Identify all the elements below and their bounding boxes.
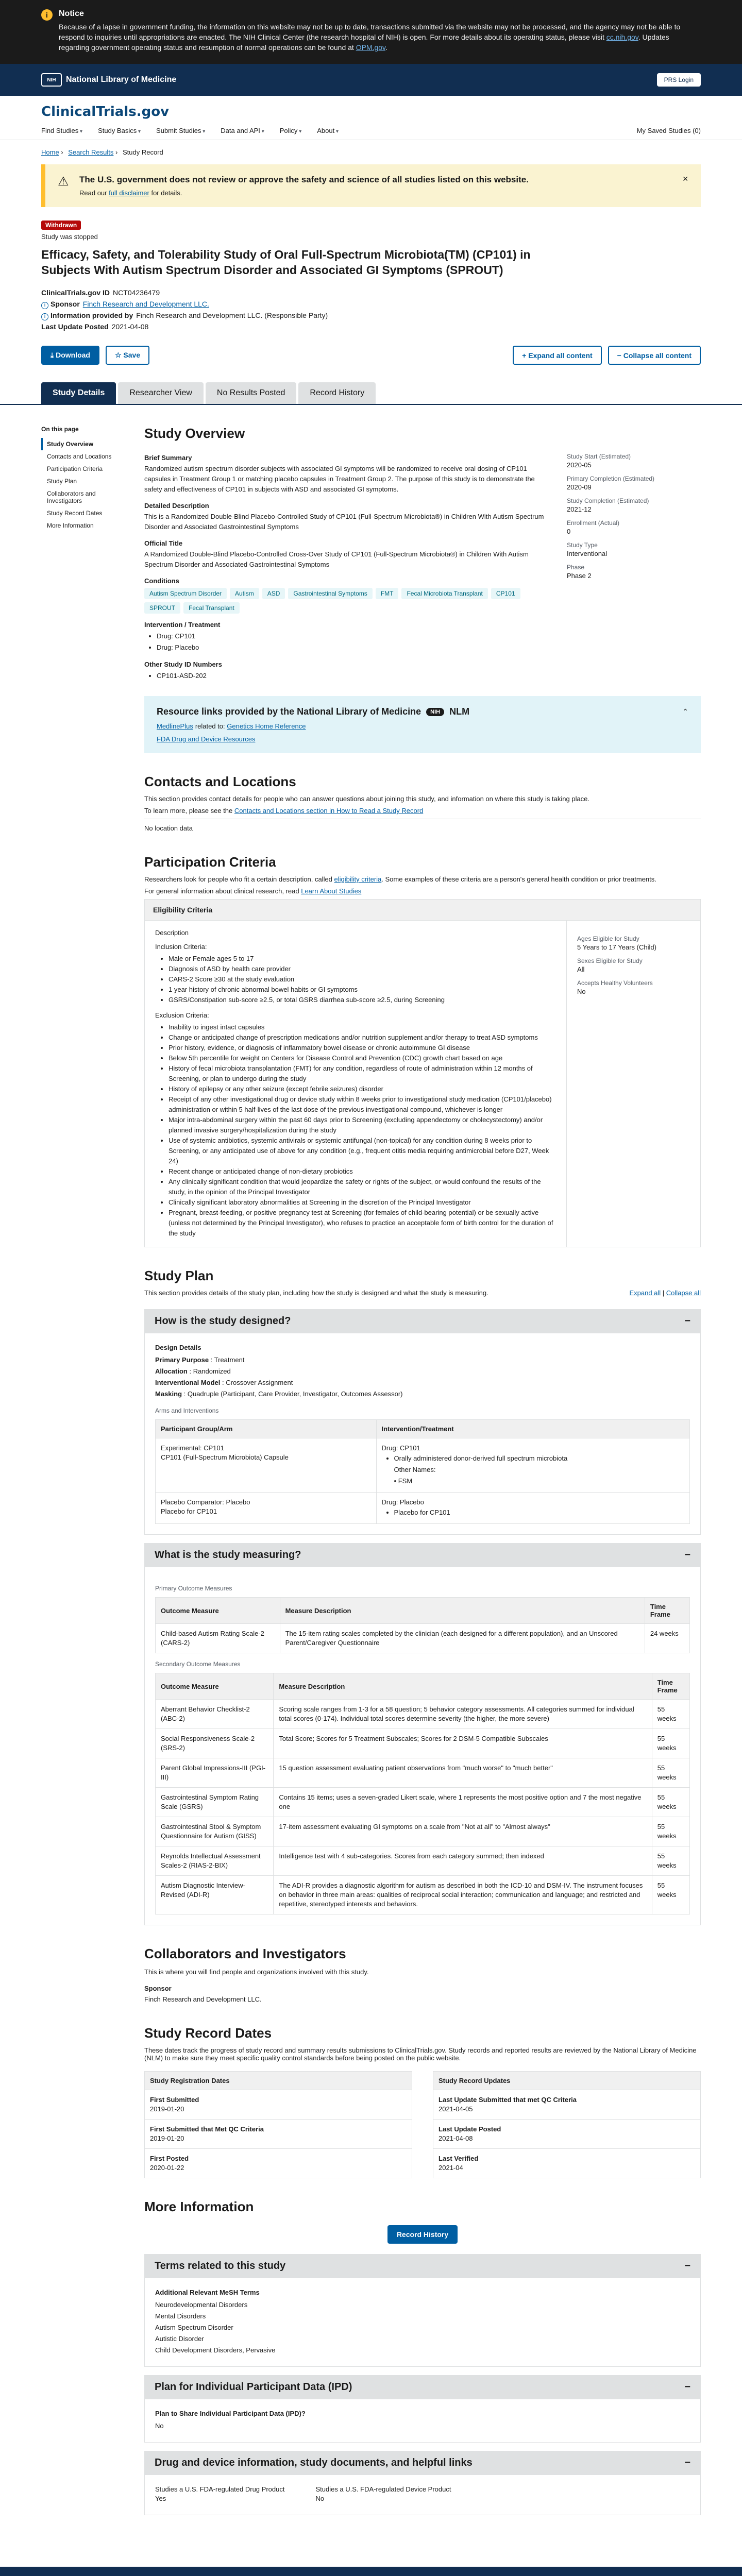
list-item: • Major intra-abdominal surgery within the past 60 days prior to Screening (excluding appendectomy or cholecystectomy) and/or planned invasive surgery/hospitalization during the study <box>168 1115 556 1136</box>
list-item: • Prior history, evidence, or diagnosis of inflammatory bowel disease or chronic autoimmune GI disease <box>168 1043 556 1053</box>
lapse-notice <box>0 0 742 64</box>
table-row: Child-based Autism Rating Scale-2 (CARS-2) The 15-item rating scales completed by the clinician (each designed for a different population), and an Unscored Parent/Caregiver Questionnaire 24 weeks <box>156 1624 690 1653</box>
minus-icon: − <box>684 2381 690 2393</box>
section-title: Study Record Dates <box>144 2025 272 2041</box>
minus-icon: − <box>684 1315 690 1327</box>
interventions-list <box>144 631 546 653</box>
disclaimer-title: The U.S. government does not review or approve the safety and science of all studies listed on this website. <box>79 175 529 184</box>
conditions-list <box>144 588 546 614</box>
breadcrumb-home[interactable]: Home <box>41 148 59 156</box>
disclaimer-banner <box>41 164 701 207</box>
tab-record-history[interactable]: Record History <box>298 382 376 404</box>
eligibility-sidebar: Ages Eligible for Study 5 Years to 17 Years (Child) Sexes Eligible for Study All Accepts Healthy Volunteers No <box>566 921 700 1247</box>
list-item: • 1 year history of chronic abnormal bowel habits or GI symptoms <box>168 985 556 995</box>
condition-tag[interactable]: Autism <box>230 588 259 599</box>
design-accordion[interactable]: How is the study designed? − <box>144 1309 701 1333</box>
expand-all-link[interactable]: Expand all <box>629 1289 661 1297</box>
collapse-all-link[interactable]: Collapse all <box>666 1289 701 1297</box>
toc-item[interactable]: Study Record Dates <box>47 510 103 517</box>
nav-data-api[interactable]: Data and API ▾ <box>221 127 264 134</box>
list-item: • Recent change or anticipated change of non-dietary probiotics <box>168 1166 556 1177</box>
site-title[interactable]: ClinicalTrials.gov <box>41 104 170 120</box>
top-nav <box>41 127 701 134</box>
list-item: • Pregnant, breast-feeding, or positive pregnancy test at Screening (for females of child-bearing potential) or be sexually active (unless not determined by the Principal Investigator), who refuses to practice an acceptable form of birth control for the duration of the study <box>168 1208 556 1239</box>
site-footer <box>0 2567 742 2576</box>
condition-tag[interactable]: Gastrointestinal Symptoms <box>288 588 372 599</box>
table-row: Last Verified 2021-04 <box>433 2149 701 2178</box>
list-item: • Change or anticipated change of prescription medications and/or nutrition supplement and/or therapy to treat ASD symptoms <box>168 1032 556 1043</box>
table-row: Gastrointestinal Symptom Rating Scale (GSRS) Contains 15 items; uses a seven-graded Likert scale, where 1 represents the most positive option and 7 the most negative one 55 weeks <box>156 1788 690 1817</box>
nav-submit-studies[interactable]: Submit Studies ▾ <box>156 127 205 134</box>
nlm-resources-title: Resource links provided by the National Library of Medicine <box>157 706 421 717</box>
contacts-section: Contacts and Locations This section provides contact details for people who can answer questions about joining this study, and information on where this study is taking place. To learn more, please see the Contacts and Locations section in How to Read a Study Record No location data <box>144 774 701 834</box>
list-item: • Below 5th percentile for weight on Centers for Disease Control and Prevention (CDC) growth chart based on age <box>168 1053 556 1063</box>
record-dates-section: Study Record Dates These dates track the progress of study record and summary results submissions to ClinicalTrials.gov. Study records and reported results are reviewed by the National Library of Medicine (NLM) to make sure they meet specific quality control standards before being posted on the public website. Study Registration Dates First Submitted 2019-01-20 First Submitted that Met QC Criteria 2019-01-20 First Posted 2020-01-22 Study Record Updates Last Update Submitted that met QC Criteria 2021-04-05 Last Update Posted 2021-04-08 Last Verified 2021-04 <box>144 2025 701 2178</box>
ipd-accordion[interactable]: Plan for Individual Participant Data (IPD) − <box>144 2375 701 2399</box>
primary-outcomes-table: Outcome Measure Measure Description Time Frame Child-based Autism Rating Scale-2 (CARS-2) The 15-item rating scales completed by the clinician (each designed for a different population), and an Unscored Parent/Caregiver Questionnaire 24 weeks <box>155 1597 690 1653</box>
record-updates-table: Study Record Updates Last Update Submitted that met QC Criteria 2021-04-05 Last Update Posted 2021-04-08 Last Verified 2021-04 <box>433 2071 701 2178</box>
list-item: • Use of systemic antibiotics, systemic antivirals or systemic antifungal (non-topical) for any condition during 8 weeks prior to Screening, or any anticipated use of above for any condition (e.g., frequent otitis media requiring antimicrobial before D27, Week 24) <box>168 1136 556 1166</box>
tab-study-details[interactable]: Study Details <box>41 382 116 404</box>
nav-study-basics[interactable]: Study Basics ▾ <box>98 127 141 134</box>
nlm-name: National Library of Medicine <box>66 75 177 84</box>
action-bar <box>41 346 701 365</box>
study-meta: ClinicalTrials.gov ID NCT04236479 i Sponsor Finch Research and Development LLC. i Information provided by Finch Research and Development LLC. (Responsible Party) Last Update Posted 2021-04-08 <box>41 289 328 331</box>
mesh-term: Mental Disorders <box>155 2312 206 2320</box>
cc-link[interactable]: cc.nih.gov <box>606 33 638 41</box>
table-row: Parent Global Impressions-III (PGI-III) 15 question assessment evaluating patient observations from "much worse" to "much better" 55 weeks <box>156 1758 690 1788</box>
list-item: • Inability to ingest intact capsules <box>168 1022 556 1032</box>
minus-icon: − <box>684 2457 690 2468</box>
toc-item[interactable]: Study Overview <box>41 438 113 450</box>
list-item: • History of epilepsy or any other seizure (except febrile seizures) disorder <box>168 1084 556 1094</box>
sponsor-link[interactable]: Finch Research and Development LLC. <box>82 300 209 308</box>
keyword-tag[interactable]: CP101 <box>491 588 520 599</box>
nav-policy[interactable]: Policy ▾ <box>280 127 302 134</box>
table-row: Placebo Comparator: Placebo Placebo for CP101 Drug: Placebo • Placebo for CP101 <box>156 1493 690 1524</box>
table-row: Experimental: CP101 CP101 (Full-Spectrum Microbiota) Capsule Drug: CP101 • Orally administered donor-derived full spectrum microbiota Other Names: • FSM <box>156 1438 690 1493</box>
status-badge: Withdrawn <box>41 221 81 230</box>
nlm-resources-panel: Resource links provided by the National Library of Medicine NIH NLM ⌃ MedlinePlus related to: Genetics Home Reference FDA Drug and Device Resources <box>144 696 701 753</box>
info-icon: i <box>41 9 53 21</box>
table-row: First Submitted 2019-01-20 <box>145 2090 412 2120</box>
on-this-page-nav <box>41 426 113 2536</box>
list-item: • History of fecal microbiota transplantation (FMT) for any condition, regardless of route of administration within 12 months of Screening, or plan to undergo during the study <box>168 1063 556 1084</box>
keyword-tag[interactable]: Fecal Transplant <box>183 602 240 614</box>
list-item: • GSRS/Constipation sub-score ≥2.5, or total GSRS diarrhea sub-score ≥2.5, during Screening <box>168 995 556 1005</box>
status-note: Study was stopped <box>41 233 98 241</box>
mesh-term: Child Development Disorders, Pervasive <box>155 2346 276 2354</box>
list-item: • Diagnosis of ASD by health care provider <box>168 964 556 974</box>
breadcrumb-current: Study Record <box>122 148 163 156</box>
genetics-home-link[interactable]: Genetics Home Reference <box>227 722 306 730</box>
no-location: No location data <box>144 824 193 832</box>
section-title: Collaborators and Investigators <box>144 1946 346 1961</box>
detailed-description: This is a Randomized Double-Blind Placebo-Controlled Study of CP101 (Full-Spectrum Microbiota®) in Children With Autism Spectrum Disorder and Associated Gastrointestinal Symptoms <box>144 513 544 531</box>
tab-researcher-view[interactable]: Researcher View <box>118 382 204 404</box>
study-id: NCT04236479 <box>113 289 160 297</box>
toc-item[interactable]: Study Plan <box>47 478 77 485</box>
study-tabs <box>0 382 742 405</box>
expand-all-button[interactable]: + Expand all content <box>513 346 602 365</box>
toc-item[interactable]: Collaborators and Investigators <box>47 490 96 504</box>
nih-logo-icon: NIH <box>41 73 62 87</box>
other-ids-list <box>144 670 546 682</box>
toc-item[interactable]: Participation Criteria <box>47 465 103 472</box>
drug-info-accordion[interactable]: Drug and device information, study documents, and helpful links − <box>144 2451 701 2475</box>
list-item: • CP101-ASD-202 <box>157 670 546 682</box>
contacts-help-link[interactable]: Contacts and Locations section in How to Read a Study Record <box>234 807 424 815</box>
eligibility-link[interactable]: eligibility criteria <box>334 875 382 883</box>
record-history-button[interactable]: Record History <box>387 2225 458 2244</box>
condition-tag[interactable]: Autism Spectrum Disorder <box>144 588 227 599</box>
breadcrumb: Home › Search Results › Study Record <box>41 148 163 156</box>
mesh-term: Neurodevelopmental Disorders <box>155 2301 248 2309</box>
tab-no-results[interactable]: No Results Posted <box>206 382 297 404</box>
list-item: • Drug: CP101 <box>157 631 546 642</box>
table-row: Last Update Submitted that met QC Criteria 2021-04-05 <box>433 2090 701 2120</box>
terms-accordion[interactable]: Terms related to this study − <box>144 2254 701 2278</box>
minus-icon: − <box>684 1549 690 1561</box>
notice-title: Notice <box>59 9 84 18</box>
opm-link[interactable]: OPM.gov <box>356 43 386 52</box>
list-item: • Receipt of any other investigational drug or device study within 8 weeks prior to investigational study medication (CP101/placebo) administration or within 5 half-lives of the last dose of the previous investigational compound, whichever is longer <box>168 1094 556 1115</box>
section-title: Study Plan <box>144 1268 214 1283</box>
section-title: More Information <box>144 2199 254 2214</box>
sponsor-name: Finch Research and Development LLC. <box>144 1995 262 2003</box>
exclusion-list <box>155 1022 556 1239</box>
breadcrumb-search-results[interactable]: Search Results <box>68 148 114 156</box>
keyword-tag[interactable]: Fecal Microbiota Transplant <box>401 588 487 599</box>
fda-resources-link[interactable]: FDA Drug and Device Resources <box>157 735 256 743</box>
keyword-tag[interactable]: SPROUT <box>144 602 180 614</box>
table-row: Gastrointestinal Stool & Symptom Questionnaire for Autism (GISS) 17-item assessment evaluating GI symptoms on a scale from "Not at all" to "Almost always" 55 weeks <box>156 1817 690 1846</box>
measures-accordion[interactable]: What is the study measuring? − <box>144 1543 701 1567</box>
collapse-icon[interactable]: ⌃ <box>682 707 688 716</box>
more-info-section: More Information Record History Terms related to this study − Additional Relevant MeSH Terms Neurodevelopmental Disorders Mental Disorders Autism Spectrum Disorder Autistic Disorder Child Development Disorders, Pervasive Plan for Individual Participant Data (IPD) − Plan to Share Individual Participant Data (IPD)? No Drug and device information, study documents, and helpful links − Studies a U.S. FDA-regulated Drug Product Yes Studies a U.S. FDA-regulated Device Product No <box>144 2199 701 2515</box>
collapse-all-button[interactable]: − Collapse all content <box>608 346 701 365</box>
mesh-term: Autistic Disorder <box>155 2335 204 2343</box>
nlm-bar <box>0 64 742 96</box>
nav-find-studies[interactable]: Find Studies ▾ <box>41 127 82 134</box>
save-button[interactable]: ☆ Save <box>106 346 149 365</box>
official-title: A Randomized Double-Blind Placebo-Controlled Cross-Over Study of CP101 (Full-Spectrum Microbiota®) in Children With Autism Spectrum Disorder and Associated Gastrointestinal Symptoms <box>144 550 529 568</box>
info-icon[interactable]: i <box>41 302 48 309</box>
mesh-term: Autism Spectrum Disorder <box>155 2324 233 2331</box>
minus-icon: − <box>684 2260 690 2272</box>
section-title: Study Overview <box>144 426 245 441</box>
saved-studies-link[interactable]: My Saved Studies (0) <box>636 127 701 134</box>
learn-about-studies-link[interactable]: Learn About Studies <box>301 887 362 895</box>
nih-badge: NIH <box>426 708 444 716</box>
list-item: • Male or Female ages 5 to 17 <box>168 954 556 964</box>
download-button[interactable]: ⤓ Download <box>41 346 99 365</box>
table-row: First Submitted that Met QC Criteria 2019-01-20 <box>145 2120 412 2149</box>
collaborators-section: Collaborators and Investigators This is where you will find people and organizations involved with this study. Sponsor Finch Research and Development LLC. <box>144 1946 701 2005</box>
toc-item[interactable]: Contacts and Locations <box>47 453 112 460</box>
section-title: Contacts and Locations <box>144 774 296 789</box>
list-item: • Any clinically significant condition that would jeopardize the safety or rights of the subject, or would confound the results of the study, in the opinion of the Principal Investigator <box>168 1177 556 1197</box>
disclaimer-text: Read our full disclaimer for details. <box>79 189 182 197</box>
full-disclaimer-link[interactable]: full disclaimer <box>109 189 149 197</box>
toc-item[interactable]: More Information <box>47 522 94 529</box>
prs-login-button[interactable]: PRS Login <box>657 73 701 87</box>
info-icon[interactable]: i <box>41 313 48 320</box>
medlineplus-link[interactable]: MedlinePlus <box>157 722 193 730</box>
study-plan-section: Study Plan This section provides details of the study plan, including how the study is designed and what the study is measuring. Expand all | Collapse all How is the study designed? − Design Details Primary Purpose : Treatment Allocation : Randomized Interventional Model : Crossover Assignment Masking : Quadruple (Participant, Care Provider, Investigator, Outcomes Assessor) Arms and Interventions Participant Group/Arm Intervention/Treatment Experimental: CP101 CP101 (Full-Spectrum Microbiota) Capsule Drug: CP101 • Orally administered donor-derived full spectrum microbiota Other Names: • FSM Placebo Comparator: Placebo Placebo for CP101 Drug: Placebo • Placebo for CP101 What is the study measuring? − Primary Outcome Measures Outcome Measure Measure Description Time Frame Child-based Autism Rating Scale-2 (CARS-2) The 15-item rating scales completed by the clinician (each designed for a different population), and an Unscored Parent/Caregiver Questionnaire 24 weeks Secondary Outcome Measures Outcome Measure Measure Description Time Frame Aberrant Behavior Checklist-2 (ABC-2) Scoring scale ranges from 1-3 for a 58 question; 5 behavior category assessments. All categories summed for individual total scores (0-174). Individual total scores determine severity (the higher, the more severe) 55 weeks Social Responsiveness Scale-2 (SRS-2) Total Score; Scores for 5 Treatment Subscales; Scores for 2 DSM-5 Compatible Subscales 55 weeks Parent Global Impressions-III (PGI-III) 15 question assessment evaluating patient observations from "much worse" to "much better" 55 weeks Gastrointestinal Symptom Rating Scale (GSRS) Contains 15 items; uses a seven-graded Likert scale, where 1 represents the most positive option and 7 the most negative one 55 weeks Gastrointestinal Stool & Symptom Questionnaire for Autism (GISS) 17-item assessment evaluating GI symptoms on a scale from "Not at all" to "Almost always" 55 weeks Reynolds Intellectual Assessment Scales-2 (RIAS-2-BIX) Intelligence test with 4 sub-categories. Scores from each category summed; then indexed 55 weeks Autism Diagnostic Interview-Revised (ADI-R) The ADI-R provides a diagnostic algorithm for autism as described in both the ICD-10 and DSM-IV. The instrument focuses on behavior in three main areas: qualities of reciprocal social interaction; communication and language; and restricted and repetitive, stereotyped interests and behaviors. 55 weeks <box>144 1268 701 1925</box>
study-title: Efficacy, Safety, and Tolerability Study of Oral Full-Spectrum Microbiota(TM) (CP101) in Subjects With Autism Spectrum Disorder and Associated GI Symptoms (SPROUT) <box>41 248 531 277</box>
brief-summary: Randomized autism spectrum disorder subjects with associated GI symptoms will be randomized to receive oral dosing of CP101 capsules in Treatment Group 1 or matching placebo capsules in Treatment Group 2. The purpose of this study is to demonstrate the safety and effectiveness of CP101 in subjects with ASD and associated GI symptoms. <box>144 465 535 493</box>
section-title: Participation Criteria <box>144 854 276 870</box>
nav-about[interactable]: About ▾ <box>317 127 339 134</box>
table-row: Last Update Posted 2021-04-08 <box>433 2120 701 2149</box>
site-header <box>0 96 742 140</box>
participation-section: Participation Criteria Researchers look for people who fit a certain description, called eligibility criteria. Some examples of these criteria are a person's general health condition or prior treatments. For general information about clinical research, read Learn About Studies Eligibility Criteria Description Inclusion Criteria: • Male or Female ages 5 to 17 • Diagnosis of ASD by health care provider • CARS-2 Score ≥30 at the study evaluation • 1 year history of chronic abnormal bowel habits or GI symptoms • GSRS/Constipation sub-score ≥2.5, or total GSRS diarrhea sub-score ≥2.5, during Screening Exclusion Criteria: • Inability to ingest intact capsules • Change or anticipated change of prescription medications and/or nutrition supplement and/or therapy to treat ASD symptoms • Prior history, evidence, or diagnosis of inflammatory bowel disease or chronic autoimmune GI disease • Below 5th percentile for weight on Centers for Disease Control and Prevention (CDC) growth chart based on age • History of fecal microbiota transplantation (FMT) for any condition, regardless of route of administration within 12 months of Screening, or plan to undergo during the study • History of epilepsy or any other seizure (except febrile seizures) disorder • Receipt of any other investigational drug or device study within 8 weeks prior to investigational study medication (CP101/placebo) administration or within 5 half-lives of the last dose of the previous investigational compound, whichever is longer • Major intra-abdominal surgery within the past 60 days prior to Screening (excluding appendectomy or cholecystectomy) and/or planned invasive surgery/hospitalization during the study • Use of systemic antibiotics, systemic antivirals or systemic antifungal (non-topical) for any condition during 8 weeks prior to Screening, or any anticipated use of above for any condition (e.g., frequent otitis media requiring antimicrobial before D27, Week 24) • Recent change or anticipated change of non-dietary probiotics • Any clinically significant condition that would jeopardize the safety or rights of the subject, or would confound the results of the study, in the opinion of the Principal Investigator • Clinically significant laboratory abnormalities at Screening in the discretion of the Principal Investigator • Pregnant, breast-feeding, or positive pregnancy test at Screening (for females of child-bearing potential) or be sexually active (unless not determined by the Principal Investigator), who refuses to practice an acceptable form of birth control for the duration of the study Ages Eligible for Study 5 Years to 17 Years (Child) Sexes Eligible for Study All Accepts Healthy Volunteers No <box>144 854 701 1247</box>
eligibility-header: Eligibility Criteria <box>144 899 701 921</box>
overview-sidebar: Study Start (Estimated) 2020-05 Primary Completion (Estimated) 2020-09 Study Completion (Estimated) 2021-12 Enrollment (Actual) 0 Study Type Interventional Phase Phase 2 <box>567 453 655 580</box>
list-item: • Drug: Placebo <box>157 642 546 653</box>
nlm-logo[interactable] <box>41 73 176 87</box>
table-row: Aberrant Behavior Checklist-2 (ABC-2) Scoring scale ranges from 1-3 for a 58 question; 5 behavior category assessments. All categories summed for individual total scores (0-174). Individual total scores determine severity (the higher, the more severe) 55 weeks <box>156 1700 690 1729</box>
study-overview-section: Study Overview Brief Summary Randomized autism spectrum disorder subjects with associated GI symptoms will be randomized to receive oral dosing of CP101 capsules in Treatment Group 1 or matching placebo capsules in Treatment Group 2. The purpose of this study is to demonstrate the safety and effectiveness of CP101 in subjects with ASD and associated GI symptoms. Detailed Description This is a Randomized Double-Blind Placebo-Controlled Study of CP101 (Full-Spectrum Microbiota®) in Children With Autism Spectrum Disorder and Associated Gastrointestinal Symptoms Official Title A Randomized Double-Blind Placebo-Controlled Cross-Over Study of CP101 (Full-Spectrum Microbiota®) in Children With Autism Spectrum Disorder and Associated Gastrointestinal Symptoms Conditions Autism Spectrum Disorder Autism ASD Gastrointestinal Symptoms FMT Fecal Microbiota Transplant CP101 SPROUT Fecal Transplant Intervention / Treatment • Drug: CP101 • Drug: Placebo Other Study ID Numbers • CP101-ASD-202 Study Start (Estimated) 2020-05 Primary Completion (Estimated) 2020-09 Study Completion (Estimated) 2021-12 Enrollment (Actual) 0 Study Type Interventional Phase Phase 2 Resource links provided by the National Library of Medicine NIH NLM ⌃ MedlinePlus related to: Genetics Home Reference FDA Drug and Device Resources <box>144 426 701 753</box>
inclusion-list <box>155 954 556 1005</box>
condition-tag[interactable]: ASD <box>262 588 285 599</box>
table-row: Reynolds Intellectual Assessment Scales-2 (RIAS-2-BIX) Intelligence test with 4 sub-categories. Scores from each category summed; then indexed 55 weeks <box>156 1846 690 1876</box>
close-icon[interactable]: ✕ <box>682 175 688 183</box>
keyword-tag[interactable]: FMT <box>376 588 399 599</box>
toc-title: On this page <box>41 426 79 433</box>
secondary-outcomes-table: Outcome Measure Measure Description Time Frame Aberrant Behavior Checklist-2 (ABC-2) Scoring scale ranges from 1-3 for a 58 question; 5 behavior category assessments. All categories summed for individual total scores (0-174). Individual total scores determine severity (the higher, the more severe) 55 weeks Social Responsiveness Scale-2 (SRS-2) Total Score; Scores for 5 Treatment Subscales; Scores for 2 DSM-5 Compatible Subscales 55 weeks Parent Global Impressions-III (PGI-III) 15 question assessment evaluating patient observations from "much worse" to "much better" 55 weeks Gastrointestinal Symptom Rating Scale (GSRS) Contains 15 items; uses a seven-graded Likert scale, where 1 represents the most positive option and 7 the most negative one 55 weeks Gastrointestinal Stool & Symptom Questionnaire for Autism (GISS) 17-item assessment evaluating GI symptoms on a scale from "Not at all" to "Almost always" 55 weeks Reynolds Intellectual Assessment Scales-2 (RIAS-2-BIX) Intelligence test with 4 sub-categories. Scores from each category summed; then indexed 55 weeks Autism Diagnostic Interview-Revised (ADI-R) The ADI-R provides a diagnostic algorithm for autism as described in both the ICD-10 and DSM-IV. The instrument focuses on behavior in three main areas: qualities of reciprocal social interaction; communication and language; and restricted and repetitive, stereotyped interests and behaviors. 55 weeks <box>155 1673 690 1914</box>
table-row: Social Responsiveness Scale-2 (SRS-2) Total Score; Scores for 5 Treatment Subscales; Scores for 2 DSM-5 Compatible Subscales 55 weeks <box>156 1729 690 1758</box>
list-item: • Clinically significant laboratory abnormalities at Screening in the discretion of the Principal Investigator <box>168 1197 556 1208</box>
arms-table: Participant Group/Arm Intervention/Treatment Experimental: CP101 CP101 (Full-Spectrum Microbiota) Capsule Drug: CP101 • Orally administered donor-derived full spectrum microbiota Other Names: • FSM Placebo Comparator: Placebo Placebo for CP101 Drug: Placebo • Placebo for CP101 <box>155 1419 690 1524</box>
table-row: First Posted 2020-01-22 <box>145 2149 412 2178</box>
list-item: • CARS-2 Score ≥30 at the study evaluation <box>168 974 556 985</box>
registration-dates-table: Study Registration Dates First Submitted 2019-01-20 First Submitted that Met QC Criteria 2019-01-20 First Posted 2020-01-22 <box>144 2071 412 2178</box>
notice-text: Because of a lapse in government funding, the information on this website may not be up to date, transactions submitted via the website may not be processed, and the agency may not be able to respond to inquiries until appropriations are enacted. The NIH Clinical Center (the research hospital of NIH) is open. For more details about its operating status, please visit cc.nih.gov. Updates regarding government operating status and resumption of normal operations can be found at OPM.gov. <box>59 23 681 52</box>
warning-icon: ⚠ <box>58 175 69 189</box>
table-row: Autism Diagnostic Interview-Revised (ADI-R) The ADI-R provides a diagnostic algorithm for autism as described in both the ICD-10 and DSM-IV. The instrument focuses on behavior in three main areas: qualities of reciprocal social interaction; communication and language; and restricted and repetitive, stereotyped interests and behaviors. 55 weeks <box>156 1876 690 1914</box>
